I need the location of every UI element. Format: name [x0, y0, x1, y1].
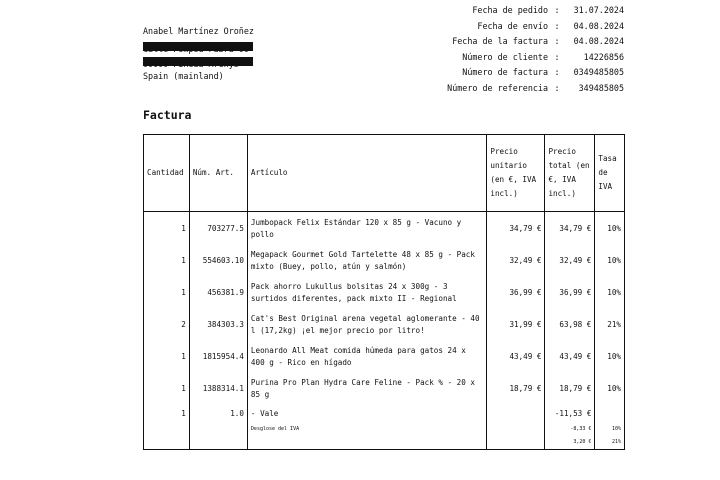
cell-article: - Vale [247, 405, 486, 423]
meta-value: 0349485805 [573, 67, 624, 77]
cell-empty [189, 423, 247, 436]
cell-quantity: 1 [144, 212, 190, 246]
meta-value: 31.07.2024 [573, 5, 624, 15]
cell-vat-rate: 10% [595, 341, 625, 373]
meta-value: 349485805 [578, 82, 624, 93]
cell-empty [144, 423, 190, 436]
address-line-redacted [143, 39, 254, 54]
meta-label: Número de factura [462, 67, 548, 77]
invoice-meta [420, 5, 630, 98]
cell-total-price: -11,53 € [545, 405, 595, 423]
table-row [144, 405, 625, 423]
meta-separator: : [554, 5, 560, 15]
cell-total-price: 34,79 € [545, 212, 595, 246]
cell-vat-rate: 10% [595, 245, 625, 277]
meta-label: Fecha de pedido [472, 5, 548, 15]
meta-row [420, 5, 630, 21]
cell-vat-rate [595, 405, 625, 423]
cell-total-price: 43,49 € [545, 341, 595, 373]
header-vat-rate: Tasa de IVA [595, 135, 625, 212]
cell-empty [487, 423, 545, 436]
cell-article-number: 456381.9 [189, 277, 247, 309]
cell-article: Leonardo All Meat comida húmeda para gatos 24 x 400 g - Rico en hígado [247, 341, 486, 373]
meta-row [420, 36, 630, 52]
cell-unit-price [487, 405, 545, 423]
cell-total-price: 18,79 € [545, 373, 595, 405]
meta-label: Número de referencia [447, 82, 548, 93]
customer-country: Spain (mainland) [143, 71, 224, 81]
meta-separator: : [554, 36, 560, 46]
header-total-price: Precio total (en €, IVA incl.) [545, 135, 595, 212]
address-line-redacted [143, 54, 254, 69]
table-row [144, 341, 625, 373]
vat-breakdown-label [247, 436, 486, 450]
meta-label: Fecha de la factura [452, 36, 548, 46]
table-row [144, 212, 625, 246]
cell-empty [144, 436, 190, 450]
cell-article-number: 1388314.1 [189, 373, 247, 405]
vat-breakdown-row [144, 423, 625, 436]
vat-breakdown-rate: 21% [595, 436, 625, 450]
cell-empty [189, 436, 247, 450]
meta-value: 04.08.2024 [573, 20, 624, 31]
meta-separator: : [554, 20, 560, 31]
header-quantity: Cantidad [144, 135, 190, 212]
customer-name: Anabel Martínez Oroñez [143, 26, 254, 36]
vat-breakdown-label: Desglose del IVA [247, 423, 486, 436]
meta-separator: : [554, 67, 560, 77]
cell-quantity: 1 [144, 245, 190, 277]
cell-article-number: 1815954.4 [189, 341, 247, 373]
header-unit-price: Precio unitario (en €, IVA incl.) [487, 135, 545, 212]
cell-vat-rate: 10% [595, 212, 625, 246]
cell-article: Jumbopack Felix Estándar 120 x 85 g - Vacuno y pollo [247, 212, 486, 246]
invoice-table [143, 134, 625, 450]
meta-row [420, 67, 630, 83]
redaction-bar: 00000 Pineda Arenys [143, 57, 253, 66]
meta-separator: : [554, 82, 560, 93]
cell-unit-price: 43,49 € [487, 341, 545, 373]
cell-quantity: 1 [144, 373, 190, 405]
cell-unit-price: 31,99 € [487, 309, 545, 341]
cell-vat-rate: 10% [595, 373, 625, 405]
redaction-bar: Calle Pompeu Fabra 00 [143, 42, 253, 51]
header-article: Artículo [247, 135, 486, 212]
header-article-number: Núm. Art. [189, 135, 247, 212]
cell-total-price: 32,49 € [545, 245, 595, 277]
meta-row [420, 52, 630, 68]
meta-value: 04.08.2024 [573, 36, 624, 46]
cell-article-number: 554603.10 [189, 245, 247, 277]
cell-article: Megapack Gourmet Gold Tartelette 48 x 85 g - Pack mixto (Buey, pollo, atún y salmón) [247, 245, 486, 277]
vat-breakdown-amount: -8,33 € [545, 423, 595, 436]
cell-article-number: 384303.3 [189, 309, 247, 341]
table-row [144, 277, 625, 309]
cell-unit-price: 32,49 € [487, 245, 545, 277]
cell-article: Cat's Best Original arena vegetal aglomerante - 40 l (17,2kg) ¡el mejor precio por litro! [247, 309, 486, 341]
table-header-row [144, 135, 625, 212]
cell-quantity: 1 [144, 341, 190, 373]
cell-unit-price: 18,79 € [487, 373, 545, 405]
vat-breakdown-rate: 10% [595, 423, 625, 436]
table-row [144, 373, 625, 405]
meta-label: Fecha de envío [477, 20, 548, 31]
vat-breakdown-amount: 3,20 € [545, 436, 595, 450]
cell-unit-price: 34,79 € [487, 212, 545, 246]
cell-article-number: 703277.5 [189, 212, 247, 246]
cell-quantity: 1 [144, 405, 190, 423]
vat-breakdown-row [144, 436, 625, 450]
cell-total-price: 63,98 € [545, 309, 595, 341]
cell-quantity: 1 [144, 277, 190, 309]
cell-article-number: 1.0 [189, 405, 247, 423]
meta-row [420, 21, 630, 37]
cell-article: Pack ahorro Lukullus bolsitas 24 x 300g - 3 surtidos diferentes, pack mixto II - Regional [247, 277, 486, 309]
cell-vat-rate: 10% [595, 277, 625, 309]
cell-quantity: 2 [144, 309, 190, 341]
cell-empty [487, 436, 545, 450]
customer-address [143, 24, 254, 84]
page-title: Factura [143, 108, 192, 122]
table-row [144, 309, 625, 341]
cell-article: Purina Pro Plan Hydra Care Feline - Pack % - 20 x 85 g [247, 373, 486, 405]
meta-value: 14226856 [583, 51, 624, 62]
cell-unit-price: 36,99 € [487, 277, 545, 309]
meta-row [420, 83, 630, 99]
meta-label: Número de cliente [462, 51, 548, 62]
cell-vat-rate: 21% [595, 309, 625, 341]
cell-total-price: 36,99 € [545, 277, 595, 309]
table-row [144, 245, 625, 277]
meta-separator: : [554, 51, 560, 62]
